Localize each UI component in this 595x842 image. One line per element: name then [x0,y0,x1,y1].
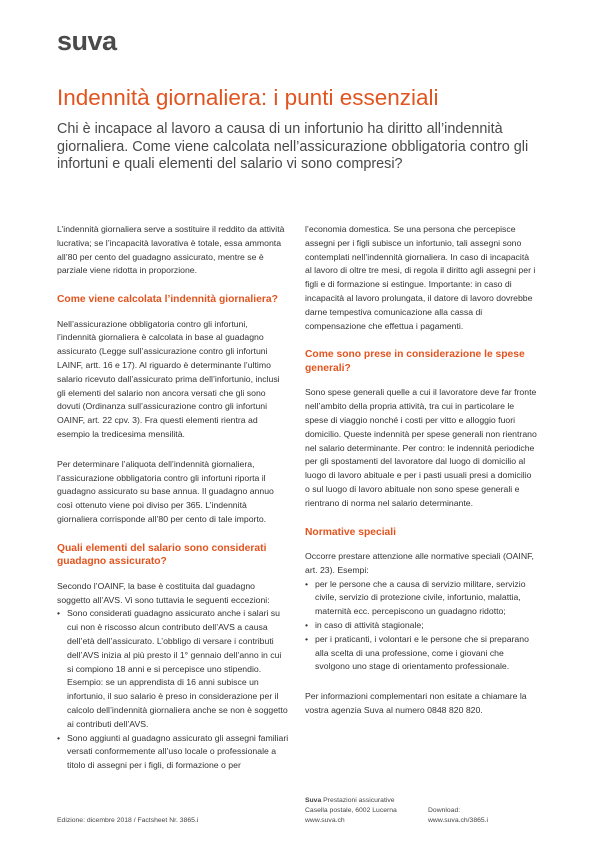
suva-department: Prestazioni assicurative [323,797,395,804]
suva-logo: suva [57,26,117,56]
list-item: • Sono considerati guadagno assicurato anche i salari su cui non è riscosso alcun contributo dell’AVS a causa dell’età dell’assicurato. L’obbligo di versare i contributi dell’AVS inizia al più presto il 1° gennaio dell’anno in cui si compiono 18 anni e si percepisce uno stipendio. Esempio: se un apprendista di 16 anni subisce un infortunio, il suo salario è preso in considerazione per il calcolo dell’indennità giornaliera anche se non è soggetto ai contributi dell’AVS. [57,608,288,729]
paragraph-family-allowances: l’economia domestica. Se una persona che percepisce assegni per i figli subisce un infortunio, tali assegni sono contemplati nell’indennità giornaliera. In caso di incapacità al lavoro di oltre tre mesi, di regola il diritto agli assegni per i figli e di formazione si estingue. Importante: in caso di incapacità al lavoro prolungata, il datore di lavoro dovrebbe darne tempestiva comunicazione alla cassa di compensazione che effettua i pagamenti. [305,224,536,331]
heading-general-expenses: Come sono prese in considerazione le spese generali? [305,349,525,374]
right-column [305,223,537,718]
list-item: • per i praticanti, i volontari e le persone che si preparano alla scelta di una professione, come i giovani che svolgono uno stage di orientamento professionale. [305,633,529,672]
paragraph-calculation: Nell’assicurazione obbligatoria contro gli infortuni, l’indennità giornaliera è calcolata in base al guadagno assicurato (Legge sull’assicurazione contro gli infortuni LAINF, artt. 16 e 17). Al riguardo è determinante l’ultimo salario ricevuto dall’assicurato prima dell’infortunio, inclusi gli elementi del salario non ancora versati che gli sono dovuti (Ordinanza sull’assicurazione contro gli infortuni OAINF, art. 22 cpv. 3). Fra questi elementi rientra ad esempio la tredicesima mensilità. [57,318,280,440]
list-item: • Sono aggiunti al guadagno assicurato gli assegni familiari versati conformemente all’uso locale o professionale a titolo di assegni per i figli, di formazione o per [57,732,289,771]
bullet-icon: • [305,620,309,631]
exceptions-list [57,607,289,773]
page-title: Indennità giornaliera: i punti essenziali [57,85,439,110]
paragraph-oainf-basis: Secondo l’OAINF, la base è costituita dal guadagno soggetto all’AVS. Vi sono tuttavia le seguenti eccezioni: [57,580,270,605]
bullet-icon: • [305,578,309,589]
intro-paragraph: L’indennità giornaliera serve a sostituire il reddito da attività lucrativa; se l’incapacità lavorativa è totale, essa ammonta all’80 per cento del guadagno assicurato, mentre se è parziale viene ridotta in proporzione. [57,224,285,276]
bullet-icon: • [57,608,61,619]
suva-name: Suva [305,797,322,804]
edition-info: Edizione: dicembre 2018 / Factsheet Nr. 3865.i [57,817,199,824]
left-column [57,223,289,773]
paragraph-daily-rate: Per determinare l’aliquota dell’indennità giornaliera, l’assicurazione obbligatoria contro gli infortuni riporta il guadagno assicurato su base annua. Il guadagno annuo così ottenuto viene poi diviso per 365. L’indennità giornaliera corrisponde all’80 per cento di tale importo. [57,458,274,525]
list-item: • in caso di attività stagionale; [305,619,537,633]
suva-website-link[interactable]: www.suva.ch [305,817,345,824]
download-label: Download: [428,807,461,814]
bullet-icon: • [57,732,61,743]
download-link[interactable]: www.suva.ch/3865.i [428,817,489,824]
bullet-icon: • [305,633,309,644]
special-rules-list [305,578,537,675]
heading-salary-elements: Quali elementi del salario sono considerati guadagno assicurato? [57,542,267,568]
suva-address: Casella postale, 6002 Lucerna [305,807,397,814]
heading-calculation: Come viene calcolata l’indennità giornaliera? [57,294,278,306]
paragraph-general-expenses: Sono spese generali quelle a cui il lavoratore deve far fronte nell’ambito della propria attività, tra cui in particolare le spese di viaggio nonché i costi per vitto e alloggio fuori domicilio. Queste indennità per spese generali non rientrano nel salario determinante. Per contro: le indennità periodiche per gli spostamenti del lavoratore dal luogo di domicilio al luogo di lavoro abituale e per i pasti usuali presi a domicilio o sul luogo di lavoro abituale non sono spese generali e rientrano di norma nel salario determinante. [305,387,537,508]
list-item: • per le persone che a causa di servizio militare, servizio civile, servizio di protezione civile, infortunio, malattia, maternità ecc. percepiscono un guadagno ridotto; [305,578,526,617]
paragraph-special-rules: Occorre prestare attenzione alle normative speciali (OAINF, art. 23). Esempi: [305,551,534,575]
heading-special-rules: Normative speciali [305,526,396,538]
lead-paragraph: Chi è incapace al lavoro a causa di un infortunio ha diritto all’indennità giornaliera. Come viene calcolata nell’assicurazione obbligatoria contro gli infortuni e quali elementi del salario vi sono compresi? [57,121,529,173]
paragraph-contact: Per informazioni complementari non esitate a chiamare la vostra agenzia Suva al numero 0848 820 820. [305,691,527,716]
suva-address-block [305,796,397,826]
download-block [428,806,488,826]
